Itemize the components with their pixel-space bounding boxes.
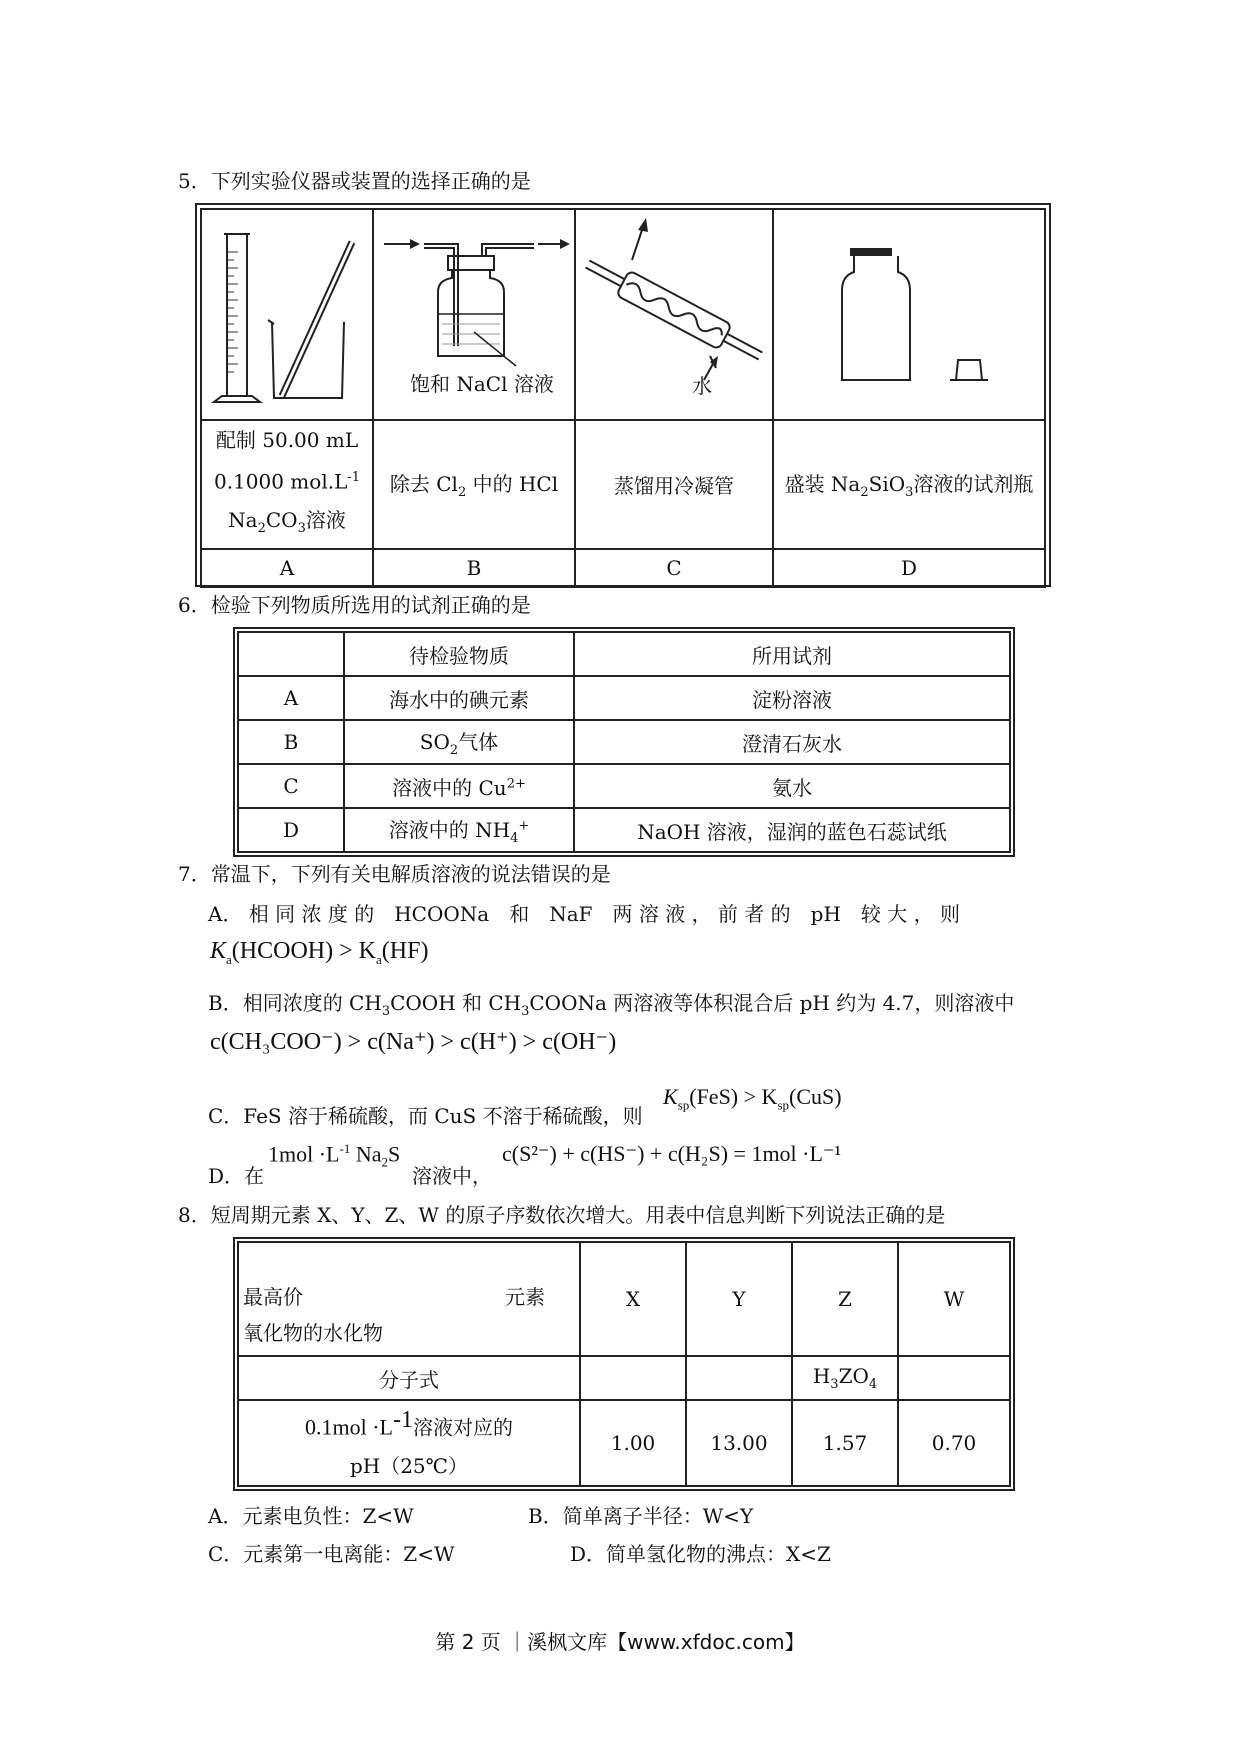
q8-option-d: D．简单氢化物的沸点：X<Z [570,1542,831,1566]
q5-stem: 5．下列实验仪器或装置的选择正确的是 [178,169,531,193]
q8-ph-x: 1.00 [580,1400,686,1486]
q5-caption-b: 除去 $Cl_2$ 中的 HCl [373,420,575,549]
q8-ph-z: 1.57 [792,1400,898,1486]
q8-corner-cell [238,1242,580,1356]
q5-caption-d: 盛装 $Na_2SiO_3$溶液的试剂瓶 [773,420,1045,549]
q8-stem: 8．短周期元素 X、Y、Z、W 的原子序数依次增大。用表中信息判断下列说法正确的是 [178,1203,946,1227]
q7-option-d-prefix: D．在 [208,1164,265,1188]
q8-element-y: Y [686,1242,792,1356]
q6-header-blank [238,632,344,676]
q8-element-z: Z [792,1242,898,1356]
q7-option-c: C．FeS 溶于稀硫酸，而 CuS 不溶于稀硫酸，则 [208,1104,643,1128]
q7-option-a-formula: $K_a(HCOOH) > K_a(HF)$ [210,938,429,967]
q5-label-a: A [201,549,373,587]
q6-row-c-substance: 溶液中的 $Cu^{2+}$ [344,764,574,808]
q5-caption-a: 配制 50.00 mL 0.1000 $mol.L^{-1}$ $Na_2CO_3$溶液 [201,420,373,549]
q6-row-c-reagent: 氨水 [574,764,1010,808]
q5-table [195,203,1051,587]
q6-header-substance: 待检验物质 [344,632,574,676]
q5-label-d: D [773,549,1045,587]
q5-caption-c: 蒸馏用冷凝管 [575,420,773,549]
q6-row-b-reagent: 澄清石灰水 [574,720,1010,764]
q8-table [233,1237,1015,1491]
q6-stem: 6．检验下列物质所选用的试剂正确的是 [178,593,531,617]
q5-label-b: B [373,549,575,587]
q8-formula-w [898,1356,1010,1400]
q7-option-a: A． 相 同 浓 度 的 HCOONa 和 NaF 两 溶 液 ， 前 者 的 pH 较 大 ， 则 [208,902,960,926]
page-footer: 第 2 页 ｜溪枫文库【www.xfdoc.com】 [435,1630,805,1654]
q8-corner-top: 元素 [505,1285,545,1309]
q8-option-b: B．简单离子半径：W<Y [528,1504,754,1528]
q6-header-reagent: 所用试剂 [574,632,1010,676]
q6-row-d-opt: D [238,808,344,852]
q6-row-a-opt: A [238,676,344,720]
q7-option-b-formula: c(CH₃COO⁻) > c(Na⁺) > c(H⁺) > c(OH⁻) [210,1029,617,1055]
fig-c-condenser [575,209,773,420]
q6-row-b-opt: B [238,720,344,764]
q7-option-d-formula: c(S²⁻) + c(HS⁻) + c(H₂S) = 1mol ·L⁻¹ [502,1141,842,1166]
fig-b-wash-bottle [373,209,575,420]
q8-element-x: X [580,1242,686,1356]
fig-a-cylinder-beaker [201,209,373,420]
q6-row-a-reagent: 淀粉溶液 [574,676,1010,720]
q5-label-c: C [575,549,773,587]
q8-ph-w: 0.70 [898,1400,1010,1486]
fig-c-label: 水 [692,374,712,398]
fig-b-label: 饱和 NaCl 溶液 [410,372,554,396]
q7-option-d-concentration: $1mol \cdot L^{-1}$ $Na_2S$ [268,1141,401,1170]
q8-row-ph-label: $0.1mol \cdot L^{-1}$溶液对应的 pH（25℃） [238,1400,580,1486]
q7-option-d-mid: 溶液中， [412,1164,492,1188]
q8-formula-y [686,1356,792,1400]
q8-element-w: W [898,1242,1010,1356]
q6-table [233,627,1015,857]
q6-row-d-reagent: NaOH 溶液，湿润的蓝色石蕊试纸 [574,808,1010,852]
q8-row-formula-label: 分子式 [238,1356,580,1400]
q7-option-b: B．相同浓度的 $CH_3COOH$ 和 $CH_3COONa$ 两溶液等体积混合后 pH 约为 4.7，则溶液中 [208,991,1015,1019]
fig-d-reagent-bottle [773,209,1045,420]
q8-option-a: A．元素电负性：Z<W [208,1504,414,1528]
q6-row-b-substance: $SO_2$气体 [344,720,574,764]
q6-row-d-substance: 溶液中的 $NH_4^+$ [344,808,574,852]
q6-row-a-substance: 海水中的碘元素 [344,676,574,720]
q7-option-c-formula: $K_{sp}(FeS) > K_{sp}(CuS)$ [663,1084,842,1113]
q8-formula-z: $H_3ZO_4$ [792,1356,898,1400]
q8-formula-x [580,1356,686,1400]
q8-corner-left2: 氧化物的水化物 [243,1321,383,1345]
q8-option-c: C．元素第一电离能：Z<W [208,1542,455,1566]
q8-ph-y: 13.00 [686,1400,792,1486]
q7-stem: 7．常温下，下列有关电解质溶液的说法错误的是 [178,862,611,886]
q8-corner-left1: 最高价 [243,1285,303,1309]
q6-row-c-opt: C [238,764,344,808]
